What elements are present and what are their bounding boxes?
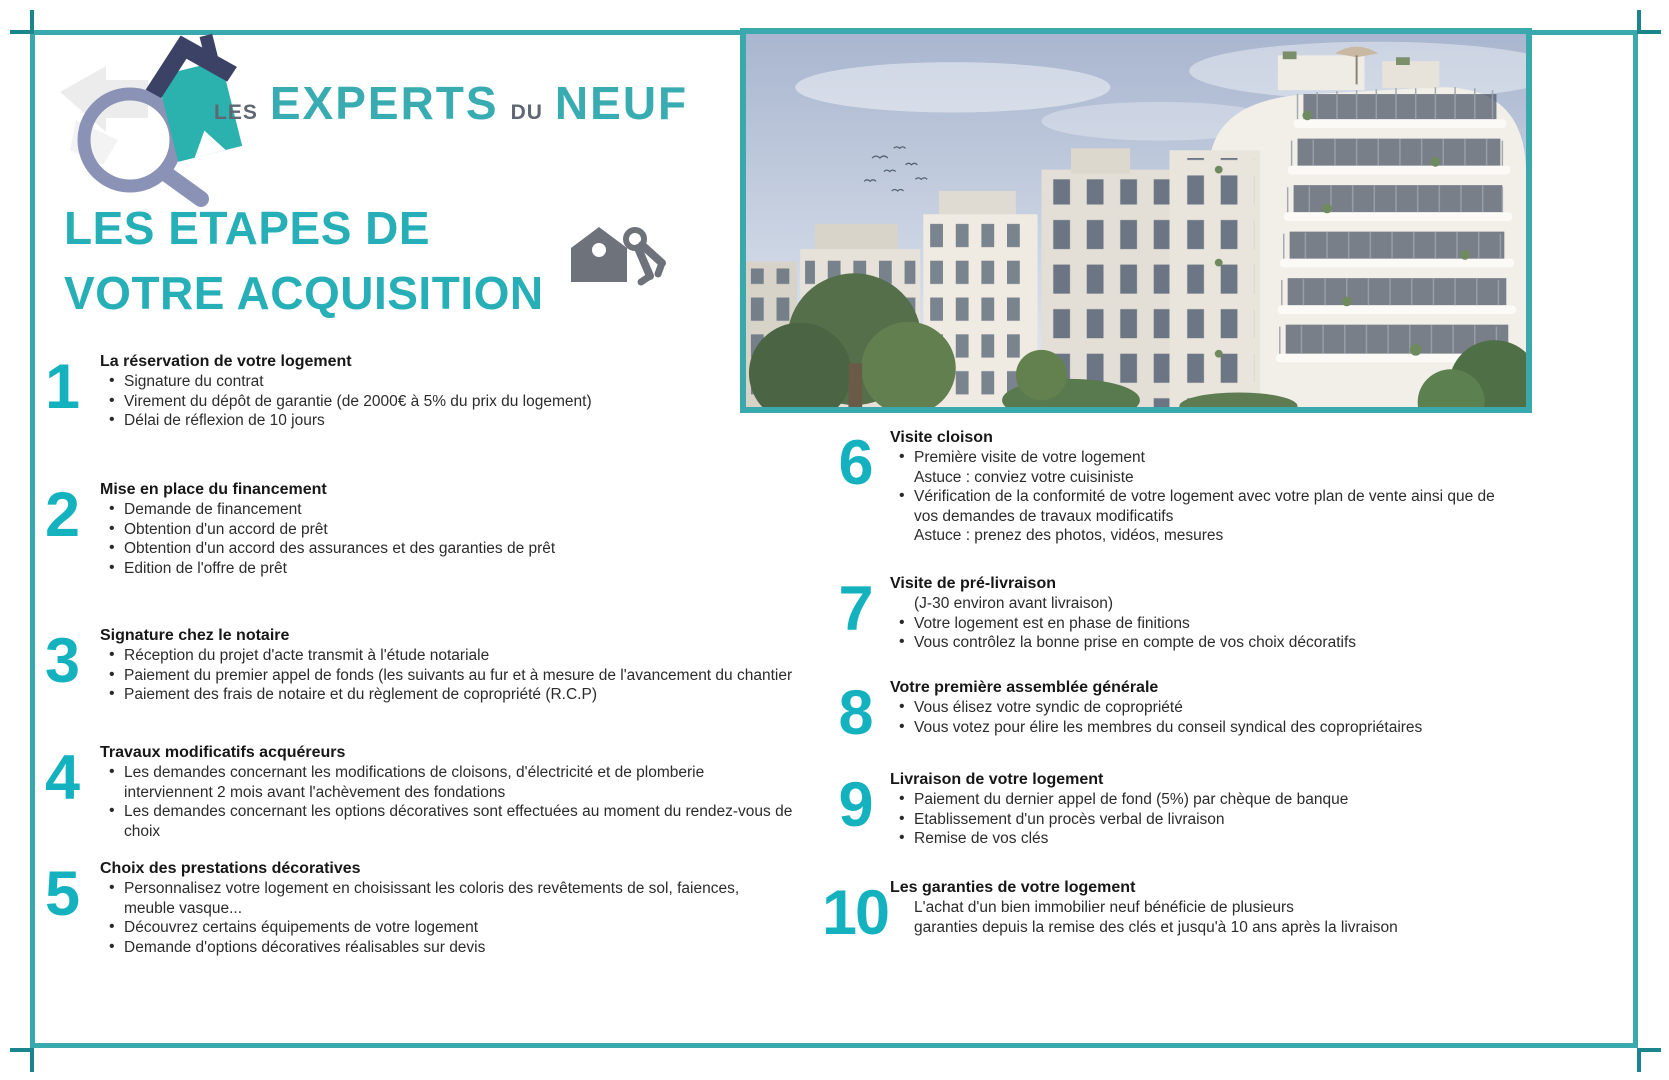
- page-title-line2: VOTRE ACQUISITION: [64, 267, 544, 319]
- step-number: 4: [45, 743, 79, 813]
- step-content: [100, 743, 794, 841]
- brand-word-experts: EXPERTS: [269, 77, 499, 129]
- step-content: [100, 480, 794, 578]
- brand-word-neuf: NEUF: [554, 77, 689, 129]
- step-item: • Réception du projet d'acte transmit à l'étude notariale: [100, 646, 794, 666]
- corner-bracket-top-right: [1637, 10, 1661, 34]
- step-item: • Les demandes concernant les options décoratives sont effectuées au moment du rendez-vous de choix: [100, 802, 794, 841]
- step-item: Astuce : prenez des photos, vidéos, mesures: [914, 527, 1224, 544]
- step-items: [890, 790, 1504, 849]
- step-item: L'achat d'un bien immobilier neuf bénéficie de plusieurs: [914, 899, 1294, 916]
- step-item: • Votre logement est en phase de finitions: [890, 614, 1504, 634]
- step-item: • Edition de l'offre de prêt: [100, 559, 794, 579]
- step-title: Votre première assemblée générale: [890, 679, 1159, 696]
- step-items: [890, 448, 1504, 546]
- brand-word-les: LES: [214, 101, 258, 124]
- step-items: [890, 698, 1504, 737]
- step: [820, 678, 1504, 748]
- step-item: • Délai de réflexion de 10 jours: [100, 411, 794, 431]
- step-item: • Personnalisez votre logement en choisissant les coloris des revêtements de sol, faiences, meuble vasque...: [100, 879, 794, 918]
- step-content: [890, 770, 1504, 849]
- page-title: [64, 196, 544, 326]
- step-items: [890, 898, 1504, 937]
- step-number: 9: [838, 770, 872, 840]
- step-item: • Remise de vos clés: [890, 829, 1504, 849]
- step-item: garanties depuis la remise des clés et jusqu'à 10 ans après la livraison: [914, 918, 1398, 936]
- corner-bracket-bottom-right: [1637, 1048, 1661, 1072]
- step-title: Mise en place du financement: [100, 481, 327, 498]
- step: [820, 878, 1504, 948]
- step-item: • Etablissement d'un procès verbal de livraison: [890, 810, 1504, 830]
- step-content: [890, 428, 1504, 546]
- brand-wordmark: [214, 76, 688, 130]
- step-title: Choix des prestations décoratives: [100, 860, 361, 877]
- step-content: [100, 352, 794, 431]
- step-items: [100, 500, 794, 578]
- step: [820, 574, 1504, 653]
- step-number: 5: [45, 859, 79, 929]
- step-content: [890, 878, 1504, 937]
- house-keys-icon: [558, 218, 668, 305]
- step-item: • Découvrez certains équipements de votre logement: [100, 918, 794, 938]
- step: [45, 859, 794, 957]
- step-title: La réservation de votre logement: [100, 353, 352, 370]
- step-number: 7: [838, 574, 872, 644]
- step-number: 3: [45, 626, 79, 696]
- step-item: • Vérification de la conformité de votre logement avec votre plan de vente ainsi que de vos demandes de travaux modificatifs: [890, 487, 1504, 526]
- step-title: Travaux modificatifs acquéreurs: [100, 744, 346, 761]
- step-items: [100, 372, 794, 431]
- step: [45, 480, 794, 578]
- step-item: • Vous votez pour élire les membres du conseil syndical des copropriétaires: [890, 718, 1504, 738]
- step-number: 1: [45, 352, 79, 422]
- page-title-line1: LES ETAPES DE: [64, 202, 431, 254]
- step-number: 8: [838, 678, 872, 748]
- building-photo: [740, 28, 1532, 413]
- step-item: • Les demandes concernant les modifications de cloisons, d'électricité et de plomberie interviennent 2 mois avant l'achèvement des fondations: [100, 763, 794, 802]
- step-item: • Vous élisez votre syndic de copropriété: [890, 698, 1504, 718]
- step-item: • Demande de financement: [100, 500, 794, 520]
- step-item: • Paiement des frais de notaire et du règlement de copropriété (R.C.P): [100, 685, 794, 705]
- step-title: Livraison de votre logement: [890, 771, 1104, 788]
- step-items: [100, 879, 794, 957]
- step-items: [100, 763, 794, 841]
- step: [820, 770, 1504, 849]
- step: [45, 743, 794, 841]
- step-item: • Obtention d'un accord de prêt: [100, 520, 794, 540]
- step: [45, 352, 794, 431]
- step-item: • Obtention d'un accord des assurances et des garanties de prêt: [100, 539, 794, 559]
- step-content: [890, 574, 1504, 653]
- step-title: Signature chez le notaire: [100, 627, 290, 644]
- brand-word-du: DU: [510, 101, 543, 124]
- step-item: • Première visite de votre logement: [890, 448, 1504, 468]
- step-number: 6: [838, 428, 872, 498]
- corner-bracket-top-left: [10, 10, 34, 34]
- step: [820, 428, 1504, 546]
- step-number: 2: [45, 480, 79, 550]
- corner-bracket-bottom-left: [10, 1048, 34, 1072]
- step-title: Visite cloison: [890, 429, 993, 446]
- step-item: • Paiement du premier appel de fonds (les suivants au fur et à mesure de l'avancement du chantier: [100, 666, 794, 686]
- step-content: [890, 678, 1504, 737]
- step-title: Visite de pré-livraison: [890, 575, 1056, 592]
- step: [45, 626, 794, 705]
- step-item: • Demande d'options décoratives réalisables sur devis: [100, 938, 794, 958]
- step-items: [890, 594, 1504, 653]
- step-content: [100, 626, 794, 705]
- step-item: (J-30 environ avant livraison): [914, 595, 1114, 612]
- step-title: Les garanties de votre logement: [890, 879, 1136, 896]
- step-item: • Vous contrôlez la bonne prise en compte de vos choix décoratifs: [890, 633, 1504, 653]
- step-item: • Signature du contrat: [100, 372, 794, 392]
- step-number: 10: [821, 878, 889, 948]
- step-items: [100, 646, 794, 705]
- step-item: Astuce : conviez votre cuisiniste: [914, 468, 1134, 486]
- step-content: [100, 859, 794, 957]
- step-item: • Paiement du dernier appel de fond (5%) par chèque de banque: [890, 790, 1504, 810]
- step-item: • Virement du dépôt de garantie (de 2000€ à 5% du prix du logement): [100, 392, 794, 412]
